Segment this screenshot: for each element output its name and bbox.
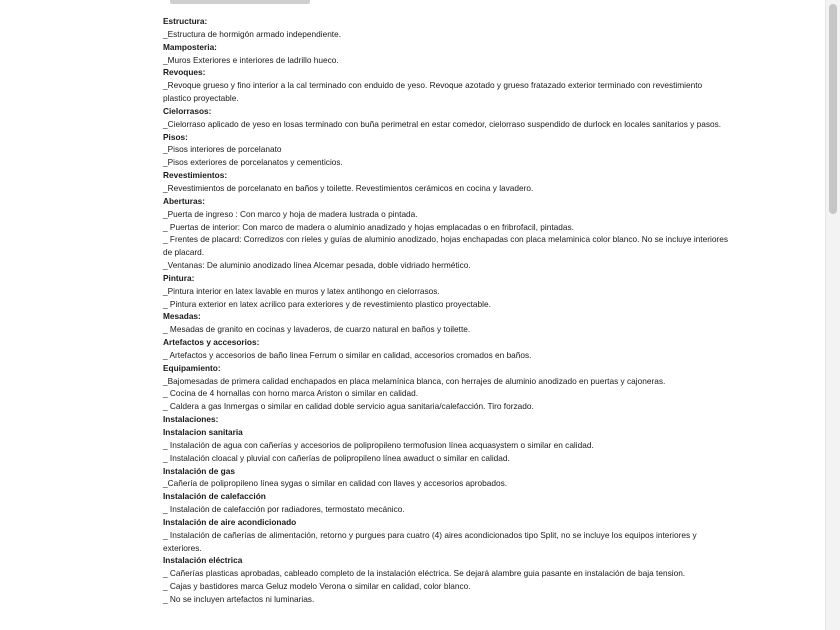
section-heading: Equipamiento: (163, 362, 221, 373)
spec-line: _ Cañerías plasticas aprobadas, cableado completo de la instalación eléctrica. Se dejará alambre guia pasante en instalación de baja tension. (163, 568, 686, 579)
spec-line: _ No se incluyen artefactos ni luminarias. (163, 593, 315, 604)
section-heading: Mesadas: (163, 311, 201, 322)
section-heading: Artefactos y accesorios: (163, 337, 260, 348)
spec-line: _Estructura de hormigón armado independiente. (163, 28, 342, 39)
specifications-list (163, 15, 728, 606)
spec-line: _ Pintura exterior en latex acrilico para exteriores y de revestimiento plastico proyectable. (163, 298, 491, 309)
spec-line: _ Cajas y bastidores marca Geluz modelo Verona o similar en calidad, color blanco. (163, 581, 471, 592)
section-heading: Estructura: (163, 16, 208, 26)
spec-line: _ Instalación de calefacción por radiadores, termostato mecánico. (163, 504, 405, 515)
spec-line: _ Artefactos y accesorios de baño linea Ferrum o similar en calidad, accesorios cromados en baños. (163, 349, 532, 360)
spec-line: _ Instalación cloacal y pluvial con cañerías de polipropileno línea awaduct o similar en calidad. (163, 452, 510, 463)
spec-line: _Pisos interiores de porcelanato (163, 144, 282, 155)
spec-line: _ Instalación de cañerías de alimentación, retorno y purgues para cuatro (4) aires acondicionados tipo Split, no se incluye los equipos interiores y exteriores. (163, 529, 697, 553)
section-heading: Mamposteria: (163, 41, 217, 52)
spec-line: _Pintura interior en latex lavable en muros y latex antihongo en cielorrasos. (163, 285, 440, 296)
spec-line: _Puerta de ingreso : Con marco y hoja de madera lustrada o pintada. (163, 208, 418, 219)
spec-line: _ Instalación de agua con cañerías y accesorios de polipropileno termofusion línea acquasystem o similar en calidad. (163, 439, 594, 450)
spec-line: _ Caldera a gas Inmergas o similar en calidad doble servicio agua sanitaria/calefacción. Tiro forzado. (163, 401, 534, 412)
cropped-heading (170, 0, 310, 4)
spec-line: _Revestimientos de porcelanato en baños y toilette. Revestimientos cerámicos en cocina y lavadero. (163, 182, 534, 193)
section-heading: Pisos: (163, 131, 188, 142)
spec-line: _Cañería de polipropileno línea sygas o similar en calidad con llaves y accesorios aprobados. (163, 478, 508, 489)
section-heading: Instalacion sanitaria (163, 427, 243, 437)
spec-line: _ Mesadas de granito en cocinas y lavaderos, de cuarzo natural en baños y toilette. (163, 324, 471, 335)
spec-line: _Muros Exteriores e interiores de ladrillo hueco. (163, 54, 339, 65)
section-heading: Cielorrasos: (163, 105, 212, 116)
section-heading: Revoques: (163, 67, 206, 78)
section-heading: Instalaciones: (163, 414, 219, 425)
section-heading: Instalación eléctrica (163, 555, 243, 566)
spec-line: _Ventanas: De aluminio anodizado línea Alcemar pesada, doble vidriado hermético. (163, 260, 471, 271)
section-heading: Aberturas: (163, 195, 205, 206)
section-heading: Revestimientos: (163, 170, 228, 181)
section-heading: Pintura: (163, 272, 195, 283)
section-heading: Instalación de aire acondicionado (163, 516, 297, 527)
spec-line: _ Frentes de placard: Corredizos con rieles y guías de aluminio anodizado, hojas enchapadas con placa melaminica color blanco. No se incluye interiores de placard. (163, 234, 728, 258)
spec-line: _ Cocina de 4 hornallas con horno marca Ariston o similar en calidad. (163, 388, 419, 399)
spec-line: _Bajomesadas de primera calidad enchapados en placa melamínica blanca, con herrajes de aluminio anodizado en puertas y cajoneras. (163, 375, 666, 386)
spec-line: _Pisos exteriores de porcelanatos y cementicios. (163, 157, 343, 168)
section-heading: Instalación de gas (163, 465, 235, 476)
scrollbar-thumb[interactable] (829, 4, 837, 214)
section-heading: Instalación de calefacción (163, 491, 266, 502)
vertical-scrollbar[interactable] (825, 0, 840, 630)
spec-line: _Revoque grueso y fino interior a la cal terminado con enduido de yeso. Revoque azotado y grueso fratazado exterior terminado con revestimiento plastico proyectable. (163, 80, 703, 104)
spec-line: _Cielorraso aplicado de yeso en losas terminado con buña perimetral en estar comedor, cielorraso suspendido de durlock en locales sanitarios y pasos. (163, 118, 722, 129)
spec-line: _ Puertas de interior: Con marco de madera o aluminio anadizado y hojas emplacadas o en fribrofacil, pintadas. (163, 221, 574, 232)
